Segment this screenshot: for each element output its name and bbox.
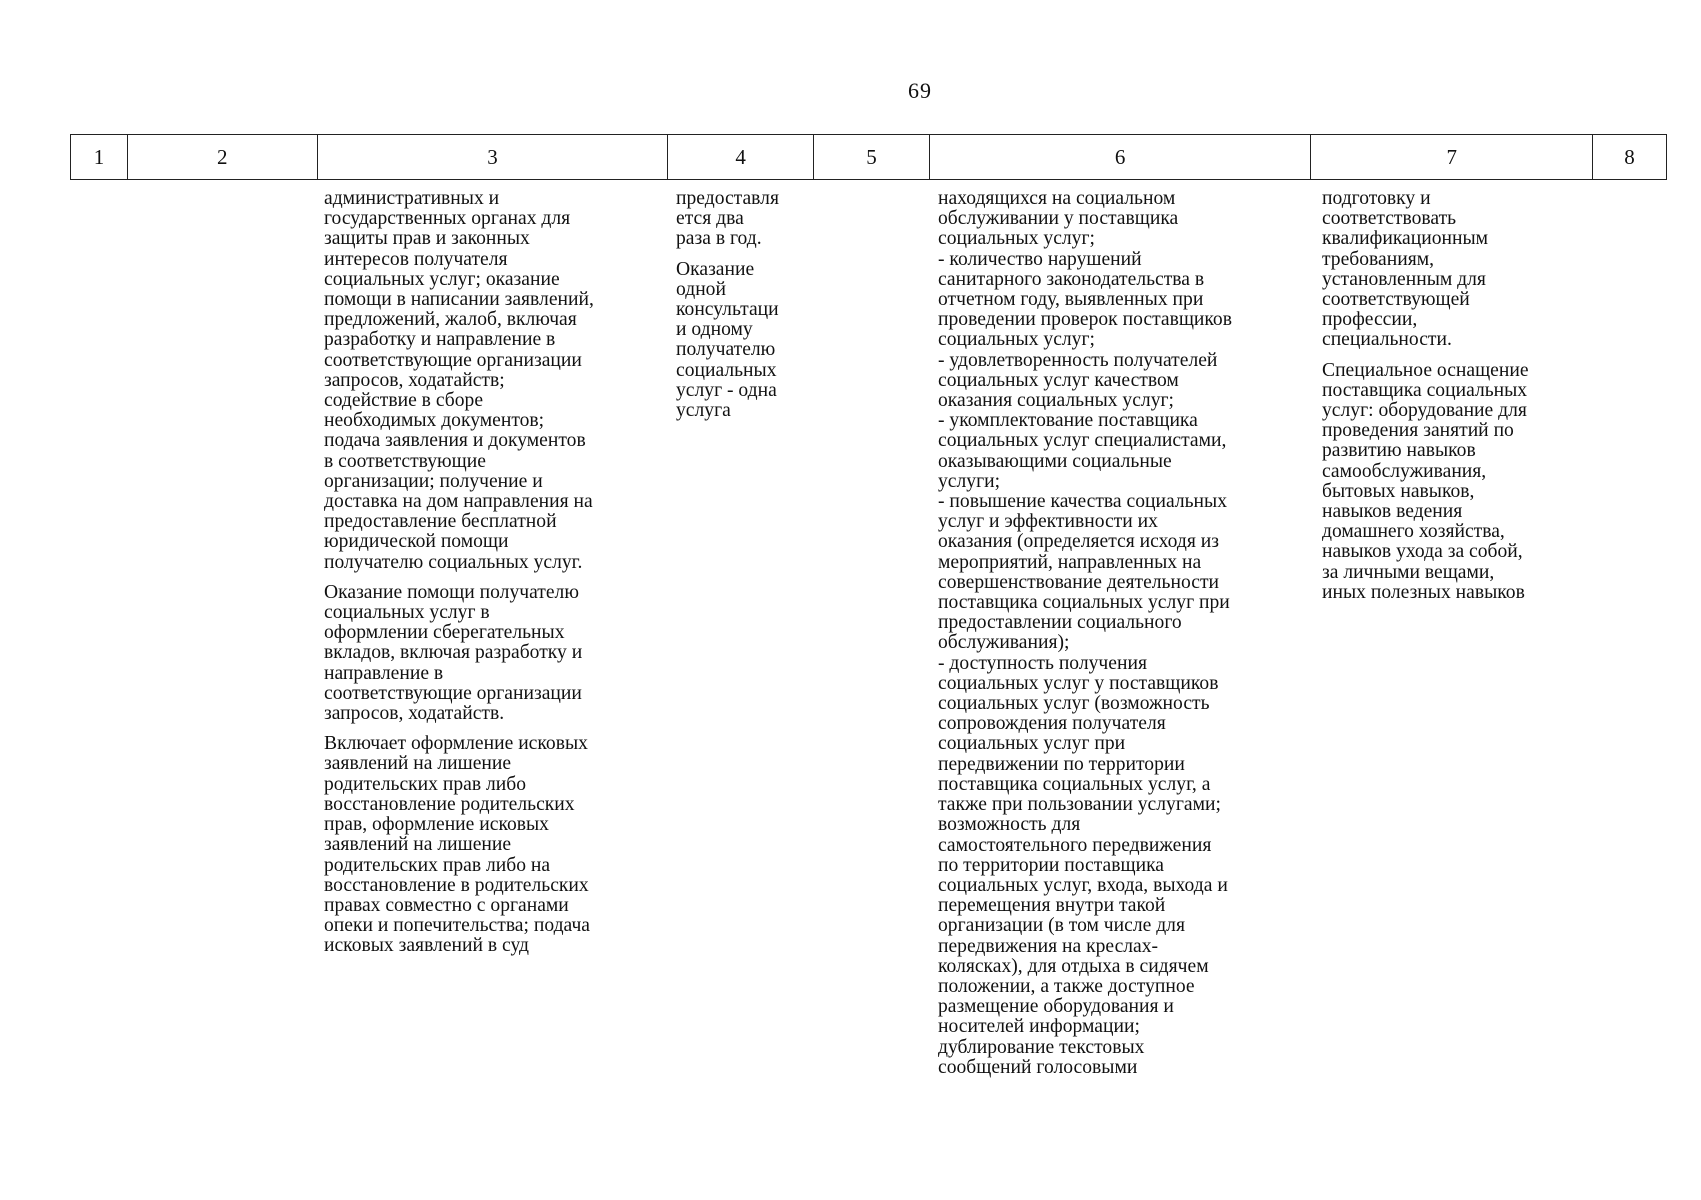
col7-paragraph-1: подготовку и соответствовать квалификационным требованиям, установленным для соответствующей профессии, специальности. [1322,188,1489,351]
header-cell-2: 2 [128,135,318,179]
col4-paragraph-2: Оказание одной консультаци и одному получателю социальных услуг - одна услуга [676,258,779,422]
header-cell-4: 4 [668,135,814,179]
column-4-content [676,189,816,431]
col3-paragraph-2: Оказание помощи получателю социальных услуг в оформлении сберегательных вкладов, включая разработку и направление в соответствующие организации запросов, ходатайств. [324,581,583,725]
header-cell-6: 6 [930,135,1312,179]
column-6-content [938,189,1318,1088]
header-cell-8: 8 [1624,144,1635,169]
col3-paragraph-1: административных и государственных органах для защиты прав и законных интересов получателя социальных услуг; оказание помощи в написании заявлений, предложений, жалоб, включая разработку и направление в соответствующие организации запросов, ходатайств; содействие в сборе необходимых документов; подача заявления и документов в соответствующие организации; получение и доставка на дом направления на предоставление бесплатной юридической помощи получателю социальных услуг. [324,188,594,573]
col6-paragraph-1: находящихся на социальном обслуживании у поставщика социальных услуг; - количество нарушений санитарного законодательства в отчетном году, выявленных при проведении проверок поставщиков социальных услуг; - удовлетворенность получателей социальных услуг качеством оказания социальных услуг; - укомплектование поставщика социальных услуг специалистами, оказывающими социальные услуги; - повышение качества социальных услуг и эффективности их оказания (определяется исходя из мероприятий, направленных на совершенствование деятельности поставщика социальных услуг при предоставлении социального обслуживания); - доступность получения социальных услуг у поставщиков социальных услуг (возможность сопровождения получателя социальных услуг при передвижении по территории поставщика социальных услуг, а также при пользовании услугами; возможность для самостоятельного передвижения по территории поставщика социальных услуг, входа, выхода и перемещения внутри такой организации (в том числе для передвижения на креслах- колясках), для отдыха в сидячем положении, а также доступное размещение оборудования и носителей информации; дублирование текстовых сообщений голосовыми [938,188,1232,1078]
header-cell-3: 3 [318,135,669,179]
column-3-content [324,189,672,967]
table-header-row [70,134,1667,180]
header-cell-1: 1 [71,135,128,179]
col3-paragraph-3: Включает оформление исковых заявлений на лишение родительских прав либо восстановление родительских прав, оформление исковых заявлений на лишение родительских прав либо на восстановление в родительских правах совместно с органами опеки и попечительства; подача исковых заявлений в суд [324,733,590,957]
header-cell-7: 7 [1311,135,1593,179]
page-number: 69 [908,78,932,103]
col4-paragraph-1: предоставля ется два раза в год. [676,188,779,250]
col7-paragraph-2: Специальное оснащение поставщика социальных услуг: оборудование для проведения занятий по развитию навыков самообслуживания, бытовых навыков, навыков ведения домашнего хозяйства, навыков ухода за собой, за личными вещами, иных полезных навыков [1322,359,1529,603]
header-cell-5: 5 [814,135,930,179]
column-7-content [1322,189,1592,613]
